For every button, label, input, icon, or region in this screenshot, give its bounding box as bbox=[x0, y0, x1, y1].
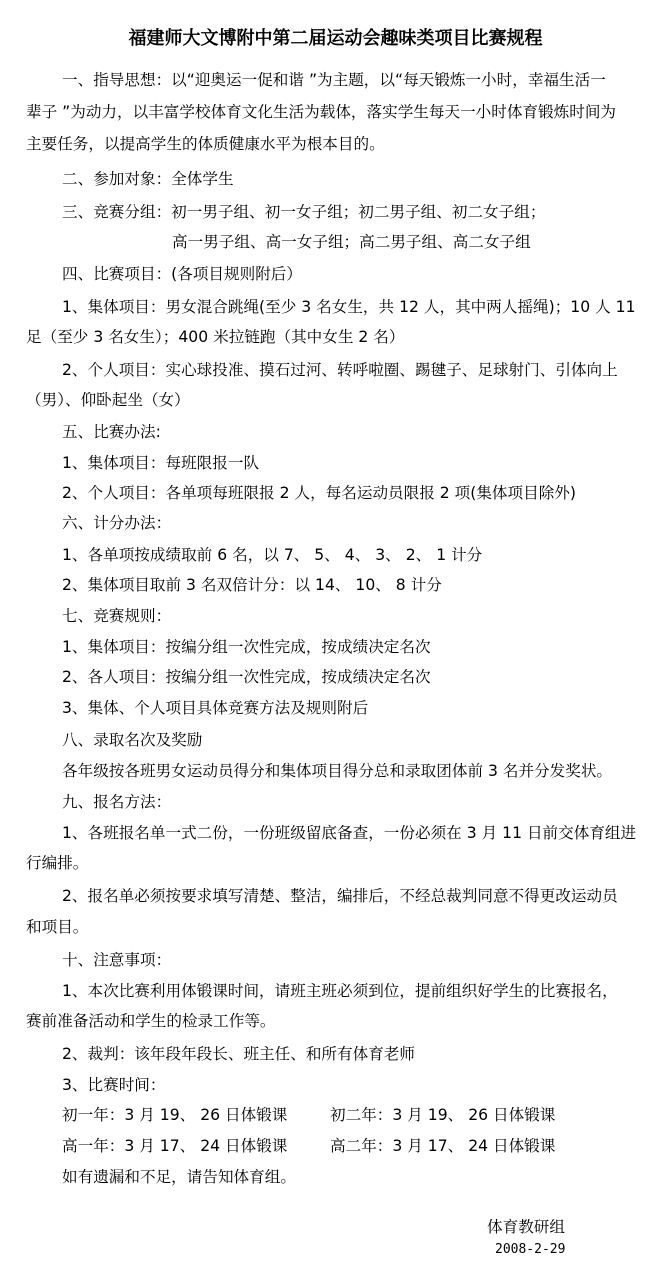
schedule-grade-11: 高二年：3 月 17、 24 日体锻课 bbox=[330, 1137, 556, 1155]
section-1-line-3: 主要任务，以提高学生的体质健康水平为根本目的。 bbox=[26, 135, 385, 153]
section-9-item-2-line-2: 和项目。 bbox=[26, 918, 89, 936]
section-4-item-2-line-1: 2、个人项目：实心球投准、摸石过河、转呼啦圈、踢毽子、足球射门、引体向上 bbox=[62, 361, 618, 379]
section-1-line-1: 一、指导思想：以“迎奥运一促和谐 ”为主题，以“每天锻炼一小时，幸福生活一 bbox=[62, 71, 606, 89]
section-7-item-2: 2、各人项目：按编分组一次性完成，按成绩决定名次 bbox=[62, 668, 431, 686]
section-10-heading: 十、注意事项： bbox=[62, 951, 172, 969]
section-7-item-1: 1、集体项目：按编分组一次性完成，按成绩决定名次 bbox=[62, 638, 431, 656]
section-10-item-3: 3、比赛时间： bbox=[62, 1076, 166, 1094]
section-8-heading: 八、录取名次及奖励 bbox=[62, 731, 203, 749]
section-9-item-2-line-1: 2、报名单必须按要求填写清楚、整洁，编排后，不经总裁判同意不得更改运动员 bbox=[62, 887, 618, 905]
section-8-body: 各年级按各班男女运动员得分和集体项目得分总和录取团体前 3 名并分发奖状。 bbox=[62, 762, 613, 780]
section-10-item-1-line-1: 1、本次比赛利用体锻课时间，请班主班必须到位，提前组织好学生的比赛报名， bbox=[62, 982, 618, 1000]
section-3-line-1: 三、竞赛分组：初一男子组、初一女子组；初二男子组、初二女子组； bbox=[62, 203, 546, 221]
section-6-item-2: 2、集体项目取前 3 名双倍计分：以 14、 10、 8 计分 bbox=[62, 576, 442, 594]
section-10-item-1-line-2: 赛前准备活动和学生的检录工作等。 bbox=[26, 1012, 276, 1030]
section-9-item-1-line-2: 行编排。 bbox=[26, 854, 89, 872]
section-4-item-2-line-2: （男）、仰卧起坐（女） bbox=[26, 391, 190, 409]
section-5-item-1: 1、集体项目：每班限报一队 bbox=[62, 454, 260, 472]
signature: 体育教研组 bbox=[487, 1218, 565, 1236]
section-4-heading: 四、比赛项目：(各项目规则附后） bbox=[62, 265, 302, 283]
section-9-heading: 九、报名方法： bbox=[62, 793, 172, 811]
section-6-item-1: 1、各单项按成绩取前 6 名，以 7、 5、 4、 3、 2、 1 计分 bbox=[62, 546, 483, 564]
section-3-line-2: 高一男子组、高一女子组；高二男子组、高二女子组 bbox=[172, 233, 531, 251]
section-4-item-1-line-1: 1、集体项目：男女混合跳绳(至少 3 名女生，共 12 人，其中两人摇绳)；10 人 11 bbox=[62, 298, 636, 316]
schedule-grade-7: 初一年：3 月 19、 26 日体锻课 bbox=[62, 1106, 288, 1124]
section-4-item-1-line-2: 足（至少 3 名女生）；400 米拉链跑（其中女生 2 名） bbox=[26, 328, 405, 346]
document-date: 2008-2-29 bbox=[495, 1242, 566, 1257]
schedule-grade-10: 高一年：3 月 17、 24 日体锻课 bbox=[62, 1137, 288, 1155]
section-5-heading: 五、比赛办法: bbox=[62, 423, 161, 441]
schedule-grade-8: 初二年：3 月 19、 26 日体锻课 bbox=[330, 1106, 556, 1124]
document-title: 福建师大文博附中第二届运动会趣味类项目比赛规程 bbox=[128, 28, 543, 49]
section-6-heading: 六、计分办法： bbox=[62, 514, 172, 532]
section-2-heading: 二、参加对象：全体学生 bbox=[62, 170, 234, 188]
section-5-item-2: 2、个人项目：各单项每班限报 2 人，每名运动员限报 2 项(集体项目除外) bbox=[62, 484, 576, 502]
section-9-item-1-line-1: 1、各班报名单一式二份，一份班级留底备查，一份必须在 3 月 11 日前交体育组进 bbox=[62, 824, 637, 842]
closing-note: 如有遗漏和不足，请告知体育组。 bbox=[62, 1168, 296, 1186]
section-7-heading: 七、竞赛规则： bbox=[62, 607, 172, 625]
section-1-line-2: 辈子 ”为动力，以丰富学校体育文化生活为载体，落实学生每天一小时体育锻炼时间为 bbox=[26, 103, 617, 121]
section-10-item-2: 2、裁判：该年段年段长、班主任、和所有体育老师 bbox=[62, 1045, 415, 1063]
section-7-item-3: 3、集体、个人项目具体竞赛方法及规则附后 bbox=[62, 699, 369, 717]
